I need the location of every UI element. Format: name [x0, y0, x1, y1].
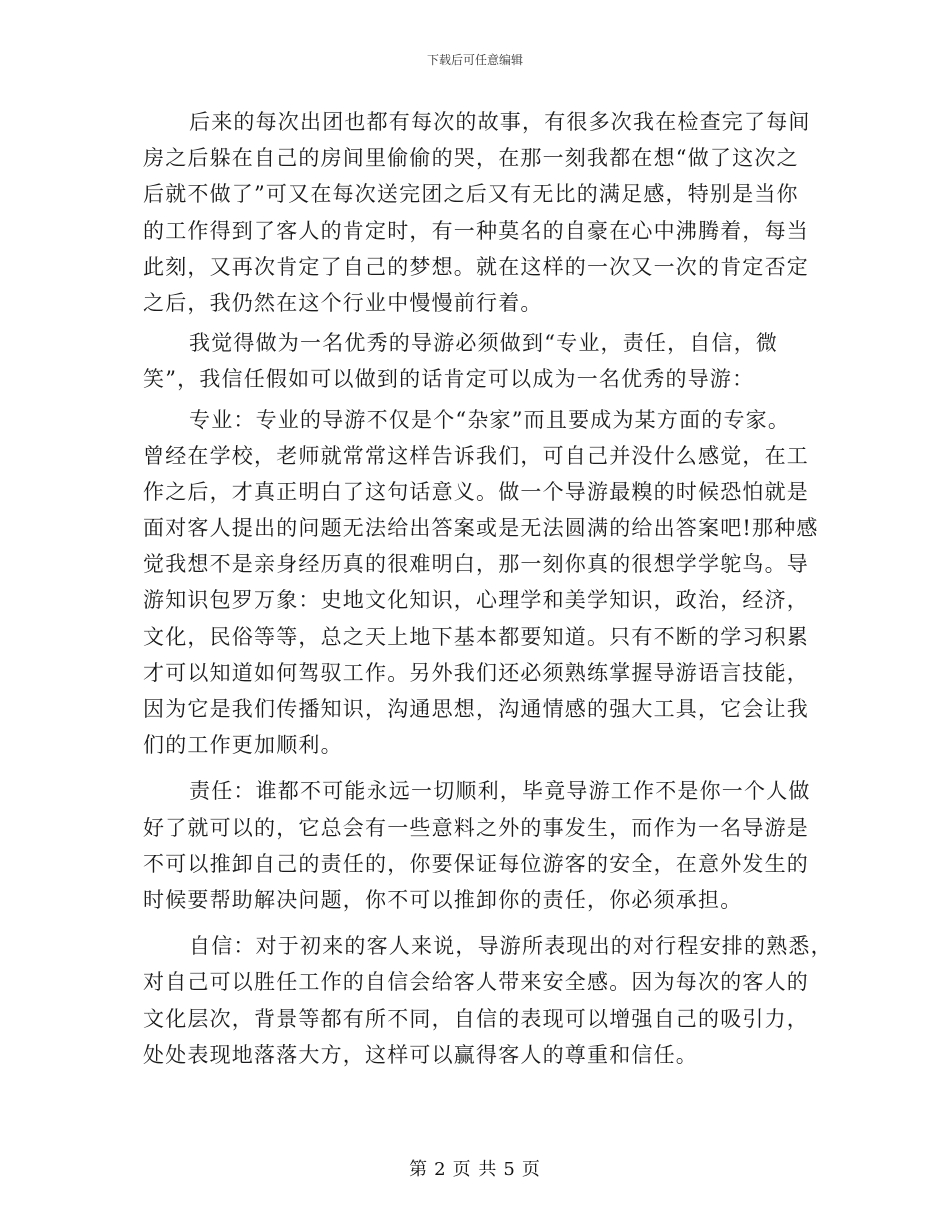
text-line: 才可以知道如何驾驭工作。另外我们还必须熟练掌握导游语言技能，	[143, 660, 809, 685]
text-line: 时候要帮助解决问题，你不可以推卸你的责任，你必须承担。	[143, 887, 743, 912]
paragraph	[143, 402, 819, 764]
text-line: 的工作得到了客人的肯定时，有一种莫名的自豪在心中沸腾着，每当	[143, 218, 809, 243]
document-body	[143, 104, 833, 1073]
text-line: 自信：对于初来的客人来说，导游所表现出的对行程安排的熟悉，	[189, 934, 833, 959]
text-line: 房之后躲在自己的房间里偷偷的哭，在那一刻我都在想“做了这次之	[143, 146, 799, 171]
footer-suffix: 页	[521, 1159, 541, 1180]
text-line: 游知识包罗万象：史地文化知识，心理学和美学知识，政治，经济，	[143, 588, 809, 613]
text-line: 笑”，我信任假如可以做到的话肯定可以成为一名优秀的导游：	[143, 367, 755, 392]
text-line: 文化层次，背景等都有所不同，自信的表现可以增强自己的吸引力，	[143, 1006, 809, 1031]
text-line: 们的工作更加顺利。	[143, 733, 343, 758]
text-line: 我觉得做为一名优秀的导游必须做到“专业，责任，自信，微	[189, 331, 779, 356]
text-line: 不可以推卸自己的责任的，你要保证每位游客的安全，在意外发生的	[143, 851, 809, 876]
footer-middle: 页 共	[452, 1159, 498, 1180]
paragraph	[143, 928, 833, 1073]
text-line: 因为它是我们传播知识，沟通思想，沟通情感的强大工具，它会让我	[143, 697, 809, 721]
paragraph	[143, 325, 808, 397]
text-line: 曾经在学校，老师就常常这样告诉我们，可自己并没什么感觉，在工	[143, 443, 809, 468]
text-line: 之后，我仍然在这个行业中慢慢前行着。	[143, 290, 543, 315]
text-line: 处处表现地落落大方，这样可以赢得客人的尊重和信任。	[143, 1042, 698, 1067]
text-line: 专业：专业的导游不仅是个“杂家”而且要成为某方面的专家。	[189, 407, 791, 432]
footer-prefix: 第	[409, 1159, 429, 1180]
page-total: 5	[503, 1159, 516, 1180]
paragraph	[143, 104, 811, 321]
text-line: 后就不做了”可又在每次送完团之后又有无比的满足感，特别是当你	[143, 182, 799, 207]
text-line: 好了就可以的，它总会有一些意料之外的事发生，而作为一名导游是	[143, 815, 809, 840]
text-line: 后来的每次出团也都有每次的故事，有很多次我在检查完了每间	[189, 110, 811, 134]
text-line: 面对客人提出的问题无法给出答案或是无法圆满的给出答案吧!那种感	[143, 516, 819, 541]
page-footer	[0, 1155, 950, 1181]
text-line: 作之后，才真正明白了这句话意义。做一个导游最糗的时候恐怕就是	[143, 479, 809, 504]
text-line: 觉我想不是亲身经历真的很难明白，那一刻你真的很想学学鸵鸟。导	[143, 552, 809, 577]
text-line: 责任：谁都不可能永远一切顺利，毕竟导游工作不是你一个人做	[189, 779, 811, 804]
paragraph	[143, 773, 811, 918]
text-line: 对自己可以胜任工作的自信会给客人带来安全感。因为每次的客人的	[143, 970, 809, 995]
page-number: 2	[434, 1159, 447, 1180]
text-line: 此刻，又再次肯定了自己的梦想。就在这样的一次又一次的肯定否定	[143, 254, 809, 279]
text-line: 文化，民俗等等，总之天上地下基本都要知道。只有不断的学习积累	[143, 624, 809, 649]
page-header: 下载后可任意编辑	[426, 53, 523, 67]
